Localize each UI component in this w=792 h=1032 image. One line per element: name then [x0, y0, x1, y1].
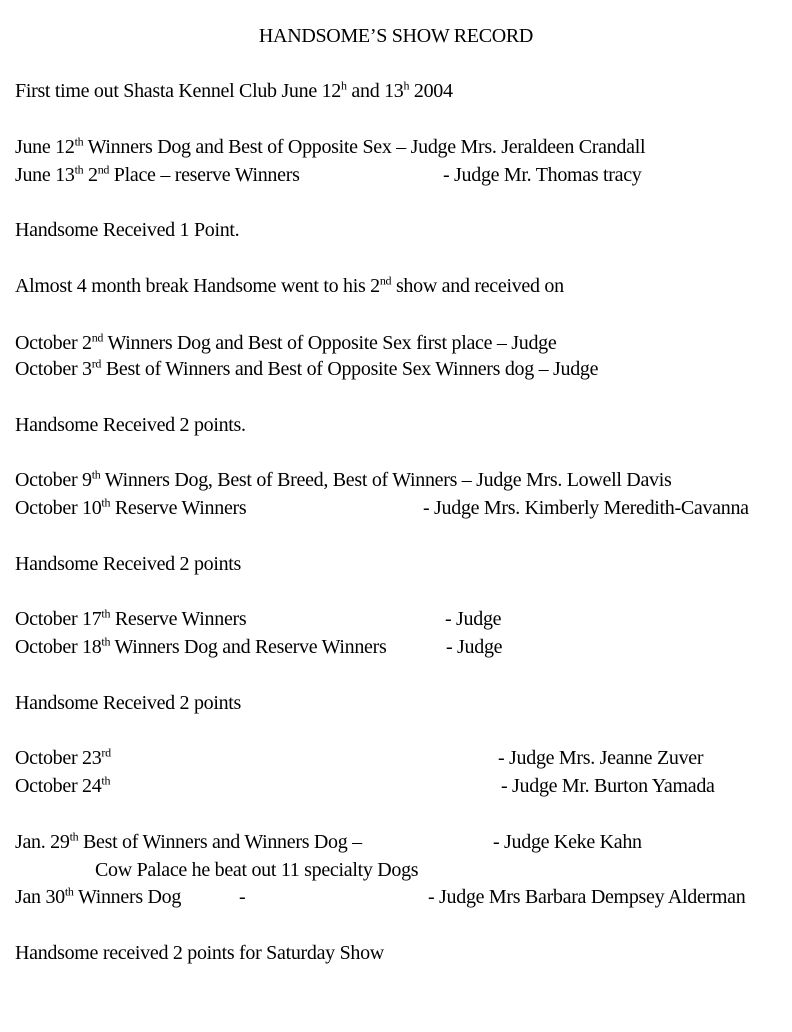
- break-line: [15, 273, 564, 299]
- record-line: [15, 606, 775, 632]
- record-date-sup: th: [74, 162, 84, 177]
- record-text: Best of Winners and Winners Dog –: [78, 831, 362, 853]
- record-date: October 3: [15, 358, 92, 380]
- record-line: [15, 773, 775, 799]
- intro-sup: h: [341, 78, 347, 93]
- record-judge: - Judge Mrs Barbara Dempsey Alderman: [428, 886, 746, 908]
- record-text: Place – reserve Winners: [109, 164, 300, 186]
- record-date: Jan 30: [15, 886, 65, 908]
- record-line: [15, 162, 775, 188]
- record-date-sup: rd: [91, 356, 102, 371]
- document-title: HANDSOME’S SHOW RECORD: [258, 25, 534, 47]
- record-judge: - Judge Mr. Thomas tracy: [443, 164, 642, 186]
- points-line: Handsome Received 2 points: [15, 692, 242, 714]
- intro-text: and 13: [346, 80, 404, 102]
- record-text: Winners Dog and Reserve Winners: [110, 636, 387, 658]
- record-line: [15, 356, 598, 382]
- record-judge: - Judge: [445, 608, 502, 630]
- record-date-sup: nd: [91, 330, 104, 345]
- record-line: [15, 330, 556, 356]
- record-date-sup: th: [101, 634, 111, 649]
- record-text: Winners Dog, Best of Breed, Best of Winners – Judge Mrs. Lowell Davis: [100, 469, 672, 491]
- break-sup: nd: [379, 273, 392, 288]
- record-judge: - Judge Mrs. Jeanne Zuver: [498, 747, 704, 769]
- record-date-sup: th: [64, 884, 74, 899]
- record-line: [15, 467, 671, 493]
- record-judge: - Judge Mrs. Kimberly Meredith-Cavanna: [423, 497, 749, 519]
- record-line: [15, 745, 775, 771]
- record-judge: - Judge Keke Kahn: [493, 831, 642, 853]
- record-date-sup: th: [74, 134, 84, 149]
- points-line: Handsome Received 1 Point.: [15, 219, 240, 241]
- points-line: Handsome received 2 points for Saturday Show: [15, 942, 384, 964]
- record-date-sup: th: [101, 495, 111, 510]
- record-line: [15, 495, 785, 521]
- break-text: show and received on: [391, 275, 564, 297]
- intro-line: [15, 78, 453, 104]
- record-date: October 17: [15, 608, 102, 630]
- record-line: [15, 134, 645, 160]
- record-date-sup: th: [101, 773, 111, 788]
- record-judge: - Judge Mr. Burton Yamada: [501, 775, 715, 797]
- record-date: Jan. 29: [15, 831, 70, 853]
- record-date: October 24: [15, 775, 102, 797]
- record-text: Winners Dog and Best of Opposite Sex – Judge Mrs. Jeraldeen Crandall: [83, 136, 646, 158]
- record-date: June 13: [15, 164, 75, 186]
- record-date-sup: th: [91, 467, 101, 482]
- points-line: Handsome Received 2 points: [15, 553, 242, 575]
- record-line: [15, 829, 775, 855]
- record-line: [15, 634, 775, 660]
- record-date: October 9: [15, 469, 92, 491]
- record-date: October 10: [15, 497, 102, 519]
- record-date-sup: th: [69, 829, 79, 844]
- intro-text: First time out Shasta Kennel Club June 12: [15, 80, 342, 102]
- record-text: Winners Dog: [73, 886, 182, 908]
- record-date: October 23: [15, 747, 102, 769]
- record-text: 2: [83, 164, 98, 186]
- record-sup: nd: [97, 162, 110, 177]
- record-text: Winners Dog and Best of Opposite Sex first place – Judge: [103, 332, 557, 354]
- record-dash: -: [239, 886, 246, 908]
- points-line: Handsome Received 2 points.: [15, 414, 246, 436]
- record-note: Cow Palace he beat out 11 specialty Dogs: [95, 859, 419, 881]
- record-date-sup: rd: [101, 745, 111, 760]
- intro-text: 2004: [409, 80, 453, 102]
- record-line: [15, 884, 785, 910]
- record-date: October 2: [15, 332, 92, 354]
- record-text: Reserve Winners: [110, 497, 247, 519]
- break-text: Almost 4 month break Handsome went to his 2: [15, 275, 380, 297]
- record-date: June 12: [15, 136, 75, 158]
- record-judge: - Judge: [446, 636, 503, 658]
- record-date-sup: th: [101, 606, 111, 621]
- record-date: October 18: [15, 636, 102, 658]
- record-text: Best of Winners and Best of Opposite Sex Winners dog – Judge: [101, 358, 599, 380]
- intro-sup: h: [403, 78, 410, 93]
- record-text: Reserve Winners: [110, 608, 247, 630]
